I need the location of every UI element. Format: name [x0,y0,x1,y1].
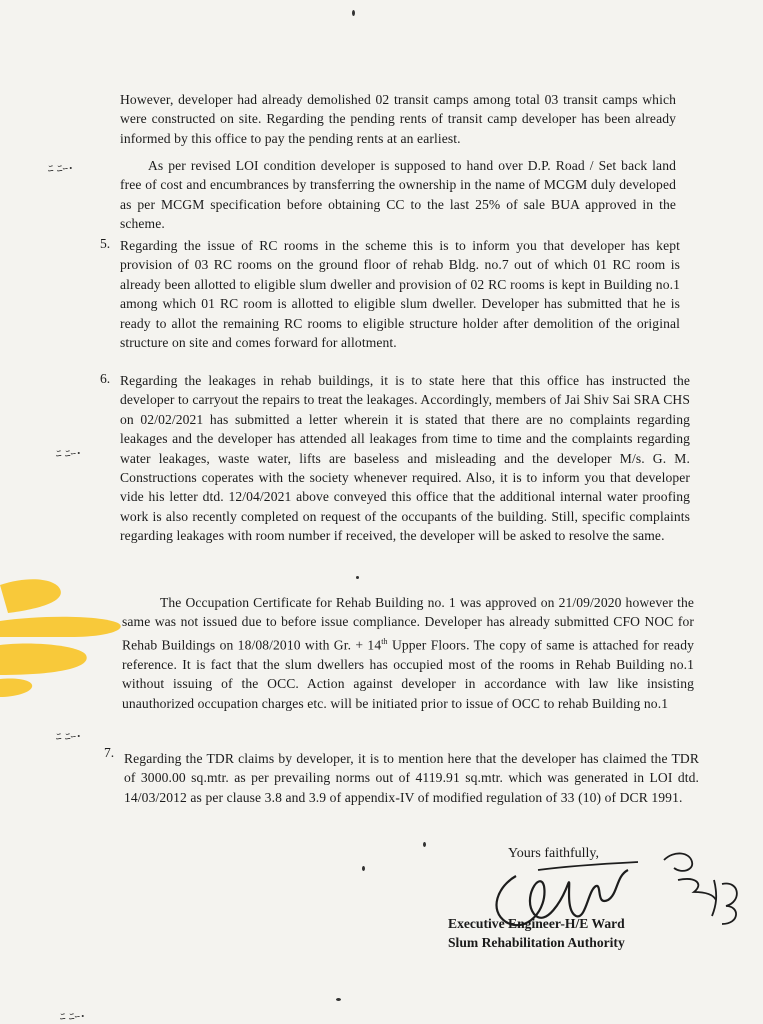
paragraph-loi-condition: As per revised LOI condition developer is supposed to hand over D.P. Road / Set back land free of cost and encumbrances by transferring the ownership in the name of MCGM duly developed as per MCGM specification before obtaining CC to the last 25% of sale BUA approved in the scheme. [120,158,676,232]
paragraph-transit-camps: However, developer had already demolished 02 transit camps among total 03 transit camps which were constructed on site. Regarding the pending rents of transit camp developer has been already informed by this office to pay the pending rents at an earliest. [120,92,676,146]
item-number-7: 7. [104,745,115,760]
stray-dot [336,998,341,1001]
signatory-title: Executive Engineer-H/E Ward [448,916,625,931]
margin-tick-mark: ﾆ ﾆｰ･ [56,730,82,743]
paragraph-tdr-claims: Regarding the TDR claims by developer, it is to mention here that the developer has claimed the TDR of 3000.00 sq.mtr. as per prevailing norms out of 4119.91 sq.mtr. which was generated in LOI dtd. 14/03/2012 as per clause 3.8 and 3.9 of appendix-IV of modified regulation of 33 (10) of DCR 1991. [124,751,699,805]
paragraph-rc-rooms: Regarding the issue of RC rooms in the scheme this is to inform you that developer has kept provision of 03 RC rooms on the ground floor of rehab Bldg. no.7 out of which 01 RC room is already been allotted to eligible slum dweller and provision of 02 RC rooms is kept in Building no.1 among which 01 RC room is allotted to eligible slum dweller. Developer has submitted that he is ready to allot the remaining RC rooms to eligible structure holder after demolition of the original structure on site and comes forward for allotment. [120,238,680,351]
stray-dot [362,866,365,871]
margin-tick-mark: ﾆ ﾆｰ･ [60,1010,86,1023]
paragraph-occupation-certificate: The Occupation Certificate for Rehab Building no. 1 was approved on 21/09/2020 however the same was not issued due to before issue compliance. Developer has already submitted CFO NOC for Rehab Buildings on 18/08/2010 with Gr. + 14th Upper Floors. The copy of same is attached for ready reference. It is fact that the slum dwellers has occupied most of the rooms in Rehab Building no.1 without issuing of the OCC. Action against developer in accordance with law like insisting unauthorized occupation charges etc. will be initiated prior to issue of OCC to rehab Building no.1 [122,595,694,711]
margin-tick-mark: ﾆ ﾆｰ･ [56,447,82,460]
signatory-organization: Slum Rehabilitation Authority [448,935,625,950]
signatory-designation [448,914,625,952]
stray-dot [423,842,426,847]
paragraph-leakages: Regarding the leakages in rehab buildings, it is to state here that this office has instructed the developer to carryout the repairs to treat the leakages. Accordingly, members of Jai Shiv Sai SRA CHS on 02/02/2021 has submitted a letter wherein it is stated that there are no complaints regarding leakages and the developer has attended all leakages from time to time and the complaints regarding water leakages, waste water, lifts are baseless and misleading and the developer M/s. G. M. Constructions coperates with the society whenever required. Also, it is to inform you that developer vide his letter dtd. 12/04/2021 above conveyed this office that the additional internal water proofing work is also recently completed on request of the occupants of the building. Still, specific complaints regarding leakages with room number if received, the developer will be asked to resolve the same. [120,373,690,544]
highlighter-mark [0,575,128,700]
closing-text: Yours faithfully, [508,846,600,861]
item-number-5: 5. [100,236,111,251]
item-number-6: 6. [100,371,111,386]
margin-tick-mark: ﾆ ﾆｰ･ [48,162,74,175]
stray-dot [352,10,355,16]
stray-dot [356,576,359,579]
